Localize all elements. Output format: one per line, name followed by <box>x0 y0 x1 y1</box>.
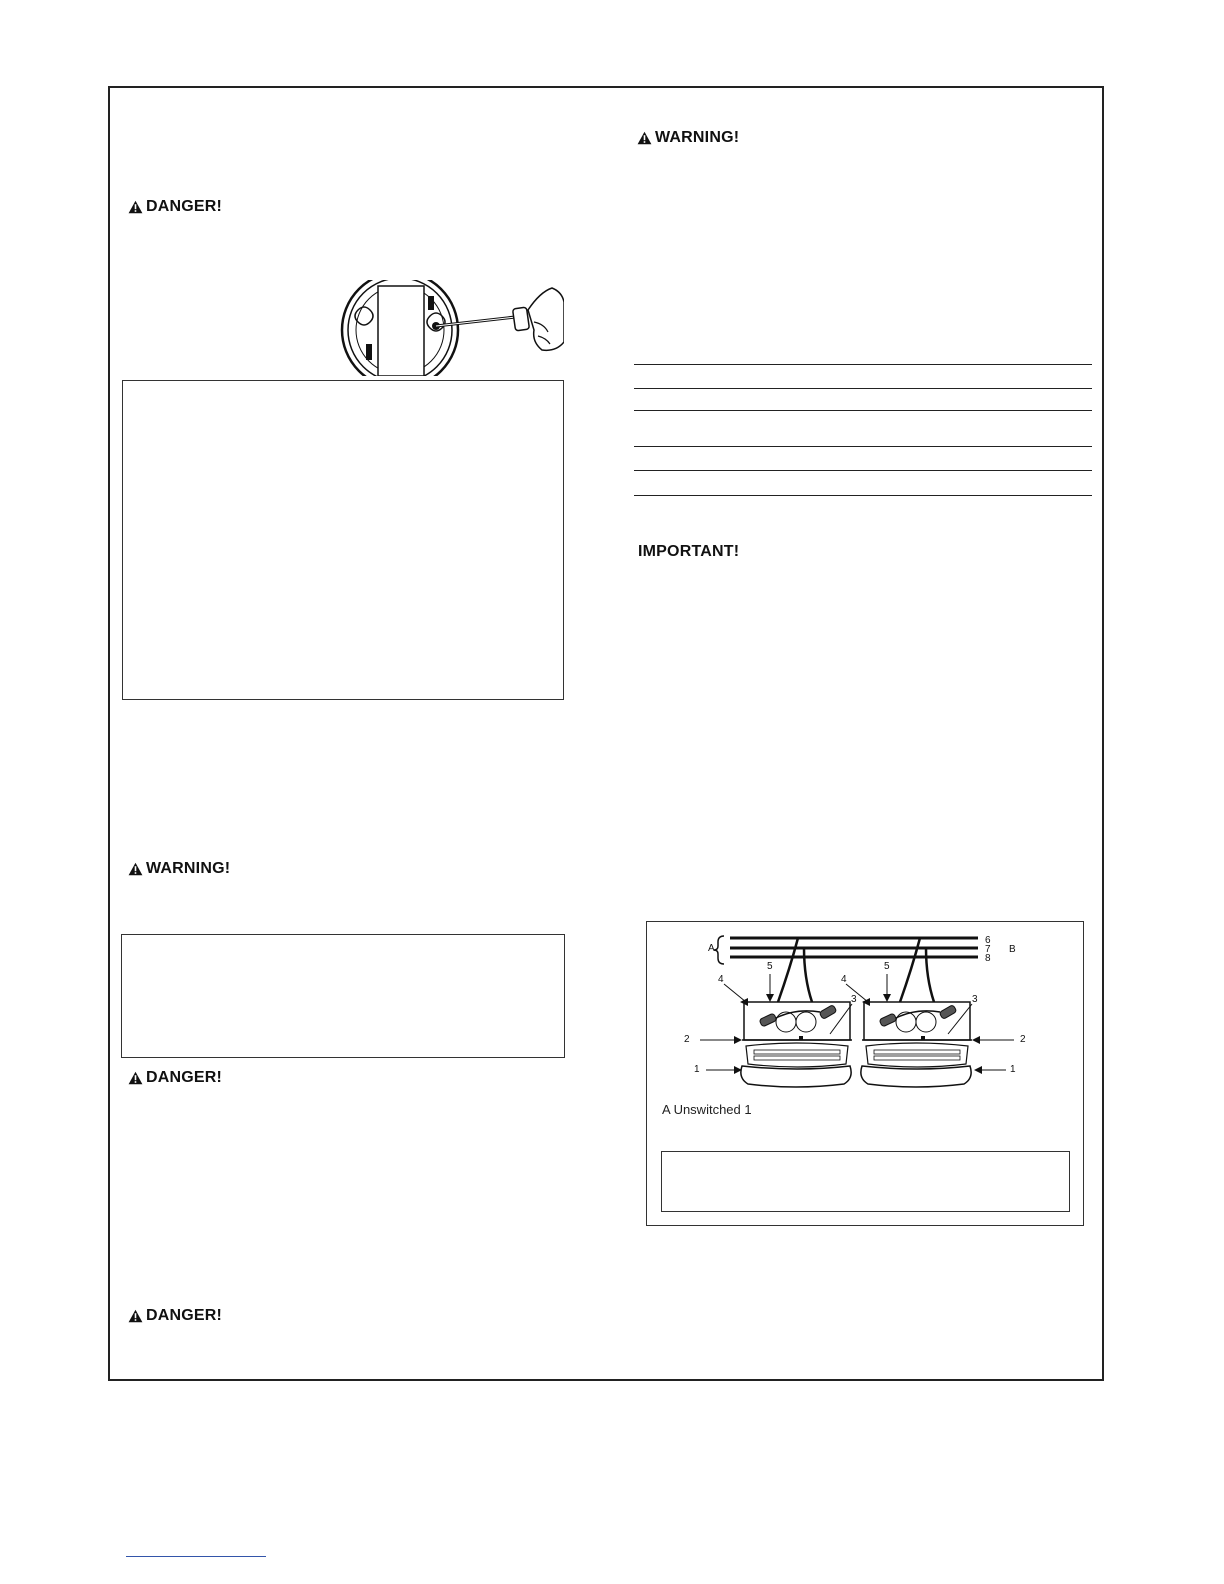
table-rule <box>634 410 1092 411</box>
figure-note-box <box>661 1151 1070 1212</box>
table-rule <box>634 446 1092 447</box>
warning-triangle-icon <box>128 1071 143 1085</box>
warning-triangle-icon <box>128 1309 143 1323</box>
callout-junction-box-left: 4 <box>718 974 724 985</box>
danger-heading-1 <box>128 198 222 216</box>
danger-heading-2 <box>128 1069 222 1087</box>
callout-detector-right: 1 <box>1010 1064 1016 1075</box>
danger-heading-3 <box>128 1307 222 1325</box>
callout-connector-left: 3 <box>851 994 857 1005</box>
warning-heading-1-text: WARNING! <box>146 860 231 877</box>
wire-number-6: 6 <box>985 935 991 946</box>
danger-heading-1-text: DANGER! <box>146 198 223 215</box>
callout-cable-right: 5 <box>884 961 890 972</box>
callout-junction-box-right: 4 <box>841 974 847 985</box>
table-rule <box>634 470 1092 471</box>
warning-heading-2-text: WARNING! <box>655 129 740 146</box>
table-rule <box>634 388 1092 389</box>
notice-box-1 <box>122 380 564 700</box>
wire-number-7: 7 <box>985 944 991 955</box>
warning-triangle-icon <box>128 200 143 214</box>
footer-link-underline <box>126 1556 266 1557</box>
callout-connector-right: 3 <box>972 994 978 1005</box>
callout-ceiling-right: 2 <box>1020 1034 1026 1045</box>
detector-mounting-illustration <box>338 280 564 378</box>
wire-number-8: 8 <box>985 953 991 964</box>
callout-ceiling-left: 2 <box>684 1034 690 1045</box>
table-rule <box>634 364 1092 365</box>
important-heading <box>638 543 739 561</box>
table-rule <box>634 495 1092 496</box>
callout-detector-left: 1 <box>694 1064 700 1075</box>
callout-cable-left: 5 <box>767 961 773 972</box>
important-heading-text: IMPORTANT! <box>638 543 740 560</box>
warning-triangle-icon <box>128 862 143 876</box>
wire-side-label: B <box>1009 944 1016 955</box>
wire-group-label: A <box>708 943 715 954</box>
wiring-figure-caption: A Unswitched 1 <box>662 1102 752 1117</box>
danger-heading-3-text: DANGER! <box>146 1307 223 1324</box>
warning-heading-1 <box>128 860 230 878</box>
notice-box-2 <box>121 934 565 1058</box>
danger-heading-2-text: DANGER! <box>146 1069 223 1086</box>
warning-heading-2 <box>637 129 739 147</box>
warning-triangle-icon <box>637 131 652 145</box>
